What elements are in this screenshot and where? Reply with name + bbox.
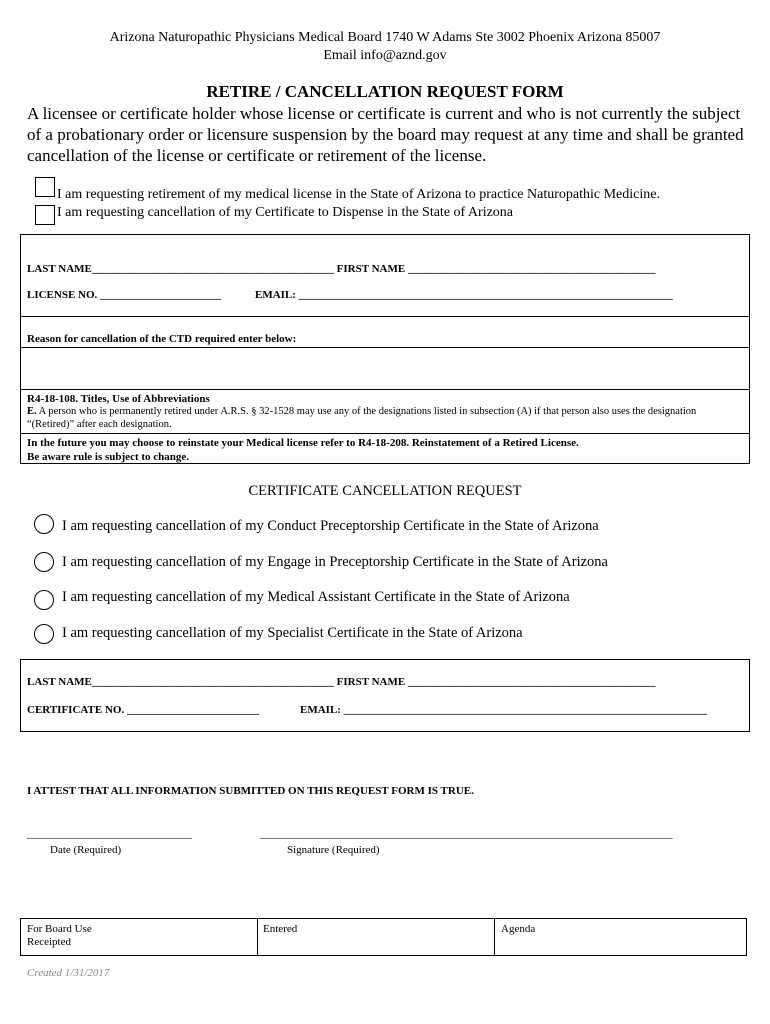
entered-label: Entered <box>263 923 298 935</box>
engage-preceptorship-label: I am requesting cancellation of my Engage in Preceptorship Certificate in the State of Arizona <box>62 554 608 570</box>
conduct-preceptorship-radio[interactable] <box>34 514 54 534</box>
engage-preceptorship-radio[interactable] <box>34 552 54 572</box>
board-address: Arizona Naturopathic Physicians Medical Board 1740 W Adams Ste 3002 Phoenix Arizona 85007 <box>109 30 661 45</box>
certificate-info-box <box>20 659 750 732</box>
conduct-preceptorship-label: I am requesting cancellation of my Conduct Preceptorship Certificate in the State of Arizona <box>62 518 599 534</box>
rule-body: A person who is permanently retired under A.R.S. § 32-1528 may use any of the designations listed in subsection (A) if that person also uses the designation “(Retired)” after each designation. <box>27 406 697 430</box>
attest-statement: I ATTEST THAT ALL INFORMATION SUBMITTED ON THIS REQUEST FORM IS TRUE. <box>27 785 474 797</box>
signature-label: Signature (Required) <box>287 844 380 856</box>
divider <box>20 347 750 348</box>
specialist-label: I am requesting cancellation of my Specialist Certificate in the State of Arizona <box>62 625 523 641</box>
created-date: Created 1/31/2017 <box>27 967 110 979</box>
signature-line[interactable]: ___________________________________________________________________________ <box>260 828 673 840</box>
retire-license-label: I am requesting retirement of my medical license in the State of Arizona to practice Naturopathic Medicine. <box>57 187 660 202</box>
receipted-label: Receipted <box>27 936 71 948</box>
board-email: Email info@aznd.gov <box>323 48 447 63</box>
cancel-ctd-label: I am requesting cancellation of my Certificate to Dispense in the State of Arizona <box>57 205 514 220</box>
specialist-radio[interactable] <box>34 624 54 644</box>
medical-assistant-label: I am requesting cancellation of my Medical Assistant Certificate in the State of Arizona <box>62 589 570 605</box>
rule-letter: E. <box>27 406 37 417</box>
divider <box>20 316 750 317</box>
board-use-label: For Board Use <box>27 923 92 935</box>
reason-input[interactable] <box>21 349 749 387</box>
date-line[interactable]: ______________________________ <box>27 828 192 840</box>
intro-paragraph: A licensee or certificate holder whose license or certificate is current and who is not currently the subject of a probationary order or licensure suspension by the board may request at any time and shall be granted cancellation of the license or certificate or retirement of the license. <box>27 104 744 165</box>
divider <box>20 433 750 434</box>
rule-text <box>27 405 727 431</box>
date-label: Date (Required) <box>50 844 122 856</box>
reason-label: Reason for cancellation of the CTD required enter below: <box>27 333 297 345</box>
license-last-first-name-line[interactable]: LAST NAME____________________________________________ FIRST NAME _____________________________________________ <box>27 263 656 275</box>
certificate-last-first-name-line[interactable]: LAST NAME____________________________________________ FIRST NAME _____________________________________________ <box>27 676 656 688</box>
retire-license-checkbox[interactable] <box>35 177 55 197</box>
board-use-box <box>20 918 747 956</box>
license-email-line[interactable]: EMAIL: ____________________________________________________________________ <box>255 289 673 301</box>
medical-assistant-radio[interactable] <box>34 590 54 610</box>
divider <box>494 918 495 956</box>
cancel-ctd-checkbox[interactable] <box>35 205 55 225</box>
certificate-number-line[interactable]: CERTIFICATE NO. ________________________ <box>27 704 259 716</box>
future-note-line1: In the future you may choose to reinstate your Medical license refer to R4-18-208. Reinstatement of a Retired License. <box>27 437 579 449</box>
certificate-heading: CERTIFICATE CANCELLATION REQUEST <box>248 483 522 499</box>
future-note-line2: Be aware rule is subject to change. <box>27 451 190 463</box>
form-title: RETIRE / CANCELLATION REQUEST FORM <box>206 82 564 101</box>
rule-title: R4-18-108. Titles, Use of Abbreviations <box>27 393 210 405</box>
divider <box>20 389 750 390</box>
license-number-line[interactable]: LICENSE NO. ______________________ <box>27 289 222 301</box>
certificate-email-line[interactable]: EMAIL: __________________________________________________________________ <box>300 704 707 716</box>
divider <box>257 918 258 956</box>
agenda-label: Agenda <box>501 923 536 935</box>
